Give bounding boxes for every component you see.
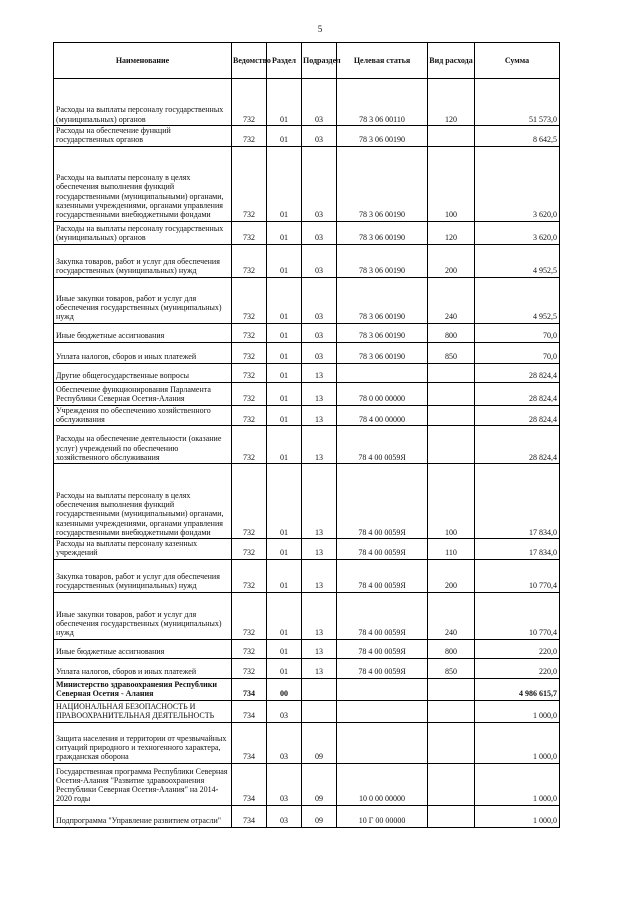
row-ministry-cell: 732 (232, 342, 267, 363)
row-section-cell: 01 (267, 277, 302, 323)
row-target-cell: 78 4 00 0059Я (337, 426, 428, 464)
row-expense-type-cell (428, 426, 475, 464)
row-ministry-cell: 732 (232, 244, 267, 277)
table-row (54, 700, 560, 722)
row-section-cell: 01 (267, 639, 302, 658)
row-name-cell: Уплата налогов, сборов и иных платежей (54, 658, 232, 678)
row-expense-type-cell: 800 (428, 639, 475, 658)
row-ministry-cell: 734 (232, 722, 267, 763)
row-amount-cell: 1 000,0 (475, 805, 560, 827)
row-amount-cell: 1 000,0 (475, 700, 560, 722)
row-subsection-cell: 03 (302, 79, 337, 126)
row-expense-type-cell: 100 (428, 146, 475, 221)
row-amount-cell: 28 824,4 (475, 363, 560, 382)
row-target-cell: 78 4 00 0059Я (337, 464, 428, 539)
table-row (54, 126, 560, 147)
row-section-cell: 01 (267, 126, 302, 147)
row-amount-cell: 3 620,0 (475, 221, 560, 244)
row-ministry-cell: 732 (232, 277, 267, 323)
row-section-cell: 00 (267, 678, 302, 700)
row-target-cell: 78 0 00 00000 (337, 382, 428, 405)
row-ministry-cell: 732 (232, 382, 267, 405)
page-number: 5 (317, 24, 323, 34)
row-target-cell: 78 4 00 0059Я (337, 639, 428, 658)
row-name-cell: НАЦИОНАЛЬНАЯ БЕЗОПАСНОСТЬ И ПРАВООХРАНИТЕЛЬНАЯ ДЕЯТЕЛЬНОСТЬ (54, 700, 232, 722)
table-row (54, 763, 560, 805)
row-ministry-cell: 734 (232, 700, 267, 722)
row-target-cell: 78 4 00 0059Я (337, 592, 428, 639)
row-name-cell: Учреждения по обеспечению хозяйственного обслуживания (54, 405, 232, 426)
row-subsection-cell: 13 (302, 426, 337, 464)
row-target-cell: 78 3 06 00190 (337, 244, 428, 277)
row-name-cell: Обеспечение функционирования Парламента Республики Северная Осетия-Алания (54, 382, 232, 405)
row-name-cell: Министерство здравоохранения Республики Северная Осетия - Алания (54, 678, 232, 700)
row-target-cell: 78 3 06 00190 (337, 221, 428, 244)
row-target-cell: 78 4 00 0059Я (337, 539, 428, 560)
header-ministry: Ведомство (232, 43, 267, 79)
row-amount-cell: 220,0 (475, 639, 560, 658)
row-amount-cell: 17 834,0 (475, 539, 560, 560)
row-subsection-cell: 13 (302, 592, 337, 639)
table-row (54, 146, 560, 221)
table-row (54, 382, 560, 405)
row-subsection-cell: 03 (302, 221, 337, 244)
row-amount-cell: 17 834,0 (475, 464, 560, 539)
table-row (54, 405, 560, 426)
row-section-cell: 01 (267, 146, 302, 221)
row-section-cell: 01 (267, 539, 302, 560)
row-name-cell: Государственная программа Республики Северная Осетия-Алания "Развитие здравоохранения Республики Северная Осетия-Алания" на 2014-2020 годы (54, 763, 232, 805)
row-subsection-cell: 13 (302, 464, 337, 539)
row-amount-cell: 1 000,0 (475, 763, 560, 805)
row-ministry-cell: 732 (232, 426, 267, 464)
row-section-cell: 03 (267, 805, 302, 827)
row-expense-type-cell (428, 678, 475, 700)
row-subsection-cell (302, 700, 337, 722)
table-row (54, 592, 560, 639)
row-amount-cell: 3 620,0 (475, 146, 560, 221)
row-ministry-cell: 732 (232, 79, 267, 126)
table-header-row (54, 43, 560, 79)
row-section-cell: 01 (267, 323, 302, 342)
row-amount-cell: 4 986 615,7 (475, 678, 560, 700)
row-ministry-cell: 734 (232, 763, 267, 805)
row-amount-cell: 4 952,5 (475, 244, 560, 277)
table-row (54, 539, 560, 560)
row-expense-type-cell: 850 (428, 342, 475, 363)
row-ministry-cell: 734 (232, 805, 267, 827)
row-name-cell: Расходы на выплаты персоналу в целях обеспечения выполнения функций государственными (муниципальными) органами, казенными учреждениями, органами управления государственными внебюджетными фондами (54, 464, 232, 539)
row-target-cell: 10 0 00 00000 (337, 763, 428, 805)
row-section-cell: 01 (267, 342, 302, 363)
table-row (54, 79, 560, 126)
row-ministry-cell: 732 (232, 658, 267, 678)
row-target-cell: 78 3 06 00110 (337, 79, 428, 126)
row-name-cell: Расходы на обеспечение функций государственных органов (54, 126, 232, 147)
row-expense-type-cell: 200 (428, 559, 475, 592)
row-subsection-cell: 13 (302, 559, 337, 592)
row-expense-type-cell: 100 (428, 464, 475, 539)
row-subsection-cell: 09 (302, 722, 337, 763)
row-subsection-cell: 03 (302, 244, 337, 277)
table-row (54, 221, 560, 244)
row-name-cell: Иные бюджетные ассигнования (54, 323, 232, 342)
header-amount: Сумма (475, 43, 560, 79)
row-expense-type-cell (428, 763, 475, 805)
row-section-cell: 03 (267, 700, 302, 722)
row-amount-cell: 8 642,5 (475, 126, 560, 147)
row-name-cell: Иные закупки товаров, работ и услуг для обеспечения государственных (муниципальных) нужд (54, 592, 232, 639)
row-section-cell: 01 (267, 382, 302, 405)
row-name-cell: Закупка товаров, работ и услуг для обеспечения государственных (муниципальных) нужд (54, 244, 232, 277)
table-row (54, 323, 560, 342)
row-ministry-cell: 732 (232, 539, 267, 560)
row-expense-type-cell: 120 (428, 79, 475, 126)
row-expense-type-cell (428, 405, 475, 426)
row-section-cell: 03 (267, 722, 302, 763)
row-section-cell: 01 (267, 559, 302, 592)
row-expense-type-cell: 850 (428, 658, 475, 678)
row-target-cell: 78 3 06 00190 (337, 146, 428, 221)
table-row (54, 722, 560, 763)
row-amount-cell: 10 770,4 (475, 592, 560, 639)
table-row (54, 277, 560, 323)
row-ministry-cell: 732 (232, 126, 267, 147)
table-row (54, 559, 560, 592)
budget-table (53, 42, 560, 828)
row-name-cell: Расходы на выплаты персоналу в целях обеспечения выполнения функций государственными (муниципальными) органами, казенными учреждениями, органами управления государственными внебюджетными фондами (54, 146, 232, 221)
row-name-cell: Расходы на выплаты персоналу государственных (муниципальных) органов (54, 221, 232, 244)
row-subsection-cell: 13 (302, 363, 337, 382)
row-ministry-cell: 732 (232, 559, 267, 592)
row-name-cell: Иные закупки товаров, работ и услуг для обеспечения государственных (муниципальных) нужд (54, 277, 232, 323)
row-amount-cell: 28 824,4 (475, 382, 560, 405)
row-name-cell: Расходы на выплаты персоналу казенных учреждений (54, 539, 232, 560)
row-target-cell (337, 722, 428, 763)
header-expense-type: Вид расхода (428, 43, 475, 79)
row-name-cell: Расходы на выплаты персоналу государственных (муниципальных) органов (54, 79, 232, 126)
row-amount-cell: 220,0 (475, 658, 560, 678)
row-name-cell: Расходы на обеспечение деятельности (оказание услуг) учреждений по обеспечению хозяйственного обслуживания (54, 426, 232, 464)
row-expense-type-cell: 110 (428, 539, 475, 560)
row-target-cell (337, 363, 428, 382)
row-ministry-cell: 732 (232, 363, 267, 382)
table-row (54, 464, 560, 539)
row-section-cell: 01 (267, 405, 302, 426)
row-target-cell: 78 3 06 00190 (337, 342, 428, 363)
row-amount-cell: 4 952,5 (475, 277, 560, 323)
row-amount-cell: 28 824,4 (475, 426, 560, 464)
row-target-cell: 78 4 00 0059Я (337, 658, 428, 678)
row-name-cell: Защита населения и территории от чрезвычайных ситуаций природного и техногенного характера, гражданская оборона (54, 722, 232, 763)
row-expense-type-cell: 200 (428, 244, 475, 277)
row-subsection-cell (302, 678, 337, 700)
row-section-cell: 01 (267, 244, 302, 277)
table-row (54, 658, 560, 678)
row-name-cell: Подпрограмма "Управление развитием отрасли" (54, 805, 232, 827)
row-subsection-cell: 13 (302, 639, 337, 658)
row-name-cell: Иные бюджетные ассигнования (54, 639, 232, 658)
row-subsection-cell: 13 (302, 658, 337, 678)
row-section-cell: 03 (267, 763, 302, 805)
table-row (54, 363, 560, 382)
row-expense-type-cell: 240 (428, 277, 475, 323)
row-expense-type-cell (428, 722, 475, 763)
row-expense-type-cell: 120 (428, 221, 475, 244)
row-expense-type-cell (428, 126, 475, 147)
row-name-cell: Уплата налогов, сборов и иных платежей (54, 342, 232, 363)
row-expense-type-cell: 800 (428, 323, 475, 342)
row-name-cell: Другие общегосударственные вопросы (54, 363, 232, 382)
row-expense-type-cell (428, 805, 475, 827)
table-row (54, 426, 560, 464)
row-ministry-cell: 732 (232, 464, 267, 539)
row-subsection-cell: 13 (302, 539, 337, 560)
row-section-cell: 01 (267, 592, 302, 639)
row-ministry-cell: 732 (232, 405, 267, 426)
table-row (54, 678, 560, 700)
row-subsection-cell: 13 (302, 382, 337, 405)
row-amount-cell: 51 573,0 (475, 79, 560, 126)
row-subsection-cell: 03 (302, 126, 337, 147)
row-name-cell: Закупка товаров, работ и услуг для обеспечения государственных (муниципальных) нужд (54, 559, 232, 592)
row-amount-cell: 70,0 (475, 323, 560, 342)
row-ministry-cell: 732 (232, 592, 267, 639)
row-ministry-cell: 734 (232, 678, 267, 700)
row-ministry-cell: 732 (232, 221, 267, 244)
table-row (54, 342, 560, 363)
row-subsection-cell: 03 (302, 146, 337, 221)
row-target-cell: 78 3 06 00190 (337, 323, 428, 342)
row-target-cell: 78 3 06 00190 (337, 126, 428, 147)
row-expense-type-cell (428, 363, 475, 382)
row-subsection-cell: 09 (302, 763, 337, 805)
row-amount-cell: 28 824,4 (475, 405, 560, 426)
row-expense-type-cell (428, 382, 475, 405)
row-subsection-cell: 03 (302, 277, 337, 323)
row-target-cell: 78 4 00 0059Я (337, 559, 428, 592)
row-subsection-cell: 09 (302, 805, 337, 827)
row-amount-cell: 10 770,4 (475, 559, 560, 592)
row-target-cell: 10 Г 00 00000 (337, 805, 428, 827)
table-row (54, 805, 560, 827)
header-target: Целевая статья (337, 43, 428, 79)
row-expense-type-cell (428, 700, 475, 722)
row-section-cell: 01 (267, 221, 302, 244)
row-amount-cell: 70,0 (475, 342, 560, 363)
row-subsection-cell: 13 (302, 405, 337, 426)
row-ministry-cell: 732 (232, 146, 267, 221)
row-section-cell: 01 (267, 658, 302, 678)
row-subsection-cell: 03 (302, 323, 337, 342)
row-target-cell (337, 678, 428, 700)
row-section-cell: 01 (267, 79, 302, 126)
table-row (54, 244, 560, 277)
row-subsection-cell: 03 (302, 342, 337, 363)
row-section-cell: 01 (267, 426, 302, 464)
header-name: Наименование (54, 43, 232, 79)
row-ministry-cell: 732 (232, 323, 267, 342)
table-row (54, 639, 560, 658)
row-ministry-cell: 732 (232, 639, 267, 658)
row-section-cell: 01 (267, 464, 302, 539)
row-expense-type-cell: 240 (428, 592, 475, 639)
row-target-cell: 78 4 00 00000 (337, 405, 428, 426)
row-target-cell (337, 700, 428, 722)
row-target-cell: 78 3 06 00190 (337, 277, 428, 323)
header-section: Раздел (267, 43, 302, 79)
row-amount-cell: 1 000,0 (475, 722, 560, 763)
row-section-cell: 01 (267, 363, 302, 382)
header-subsection: Подраздел (302, 43, 337, 79)
